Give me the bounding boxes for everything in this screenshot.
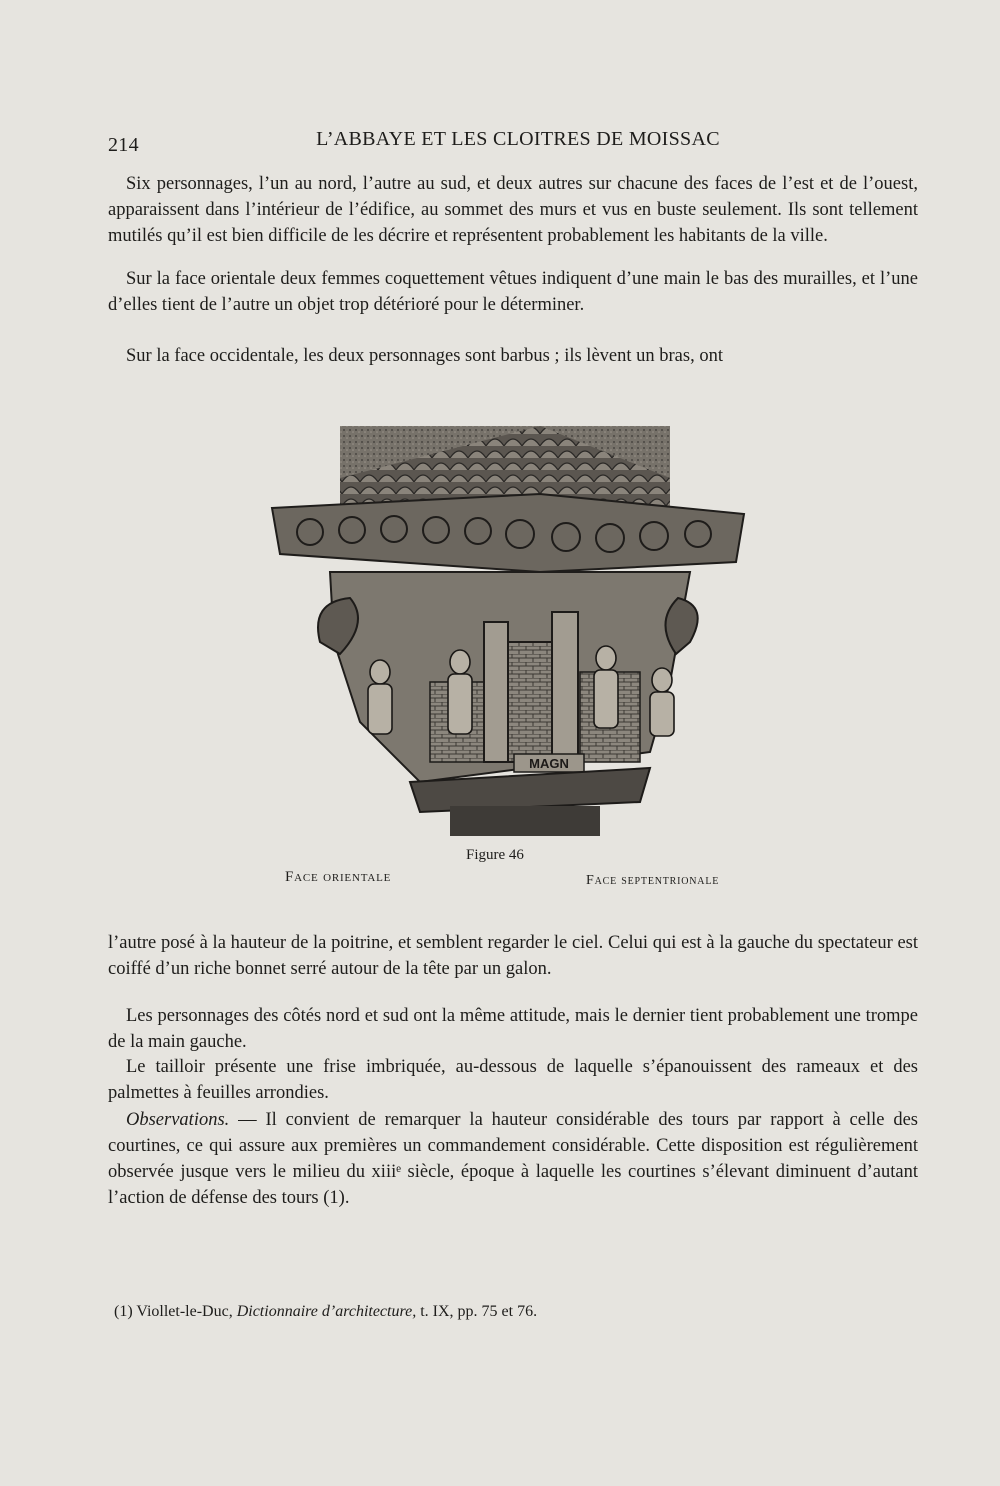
figure-capital-engraving — [270, 422, 750, 842]
romanesque-capital-icon — [270, 422, 750, 842]
observations-label: Observations. — [126, 1110, 230, 1130]
footnote — [114, 1301, 914, 1323]
footnote-title: Dictionnaire d’architecture, — [236, 1303, 417, 1320]
paragraph: l’autre posé à la hauteur de la poitrine, et semblent regarder le ciel. Celui qui est à la gauche du spectateur est coiffé d’un riche bonnet serré autour de la tête par un galon. — [108, 933, 918, 979]
page-header — [108, 128, 918, 158]
paragraph: Le tailloir présente une frise imbriquée, au-dessous de laquelle s’épanouissent des rameaux et des palmettes à feuilles arrondies. — [108, 1057, 918, 1103]
observations-text: — Il convient de remarquer la hauteur considérable des tours par rapport à celle des courtines, ce qui assure aux premières un commandement considérable. Cette disposition est régulièrement observée jusque vers le milieu du xiiiᵉ siècle, époque à laquelle les courtines s’élevant diminuent d’autant l’action de défense des tours (1). — [108, 1110, 918, 1208]
running-title: L’ABBAYE ET LES CLOITRES DE MOISSAC — [316, 128, 720, 150]
footnote-marker: (1) Viollet-le-Duc, — [114, 1303, 233, 1320]
paragraph: Six personnages, l’un au nord, l’autre au sud, et deux autres sur chacune des faces de l’est et de l’ouest, apparaissent dans l’intérieur de l’édifice, au sommet des murs et vus en buste seulement. Ils sont tellement mutilés qu’il est bien difficile de les décrire et représentent probablement les habitants de la ville. — [108, 174, 918, 246]
page-number: 214 — [108, 134, 139, 156]
paragraph: Sur la face orientale deux femmes coquettement vêtues indiquent d’une main le bas des murailles, et l’une d’elles tient de l’autre un objet trop détérioré pour le déterminer. — [108, 269, 918, 315]
figure-number: Figure 46 — [466, 847, 524, 863]
paragraph: Sur la face occidentale, les deux personnages sont barbus ; ils lèvent un bras, ont — [126, 346, 723, 366]
observations-paragraph — [108, 1107, 918, 1211]
paragraph: Les personnages des côtés nord et sud ont la même attitude, mais le dernier tient probablement une trompe de la main gauche. — [108, 1006, 918, 1052]
caption-face-orientale: Face orientale — [285, 869, 392, 885]
capital-inscription: MAGN — [529, 756, 569, 771]
footnote-ref: t. IX, pp. 75 et 76. — [420, 1303, 538, 1320]
caption-face-septentrionale: Face septentrionale — [586, 873, 720, 888]
